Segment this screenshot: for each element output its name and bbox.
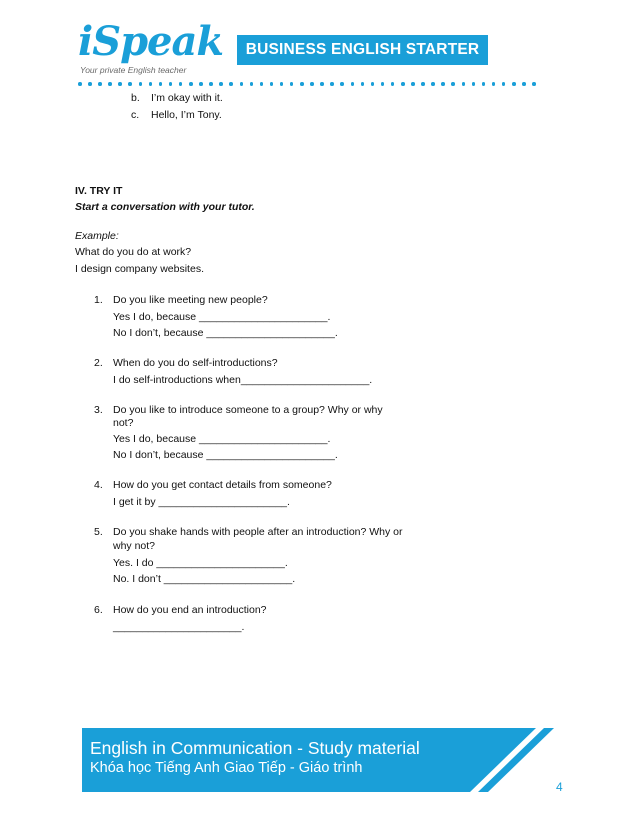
answer-line: I get it by ______________________.	[113, 496, 290, 508]
answer-line: No I don’t, because ______________________.	[113, 449, 338, 461]
course-title-badge: BUSINESS ENGLISH STARTER	[237, 35, 488, 65]
divider-dot	[189, 82, 193, 86]
divider-dot	[229, 82, 233, 86]
divider-dot	[411, 82, 415, 86]
divider-dot	[149, 82, 153, 86]
divider-dot	[199, 82, 203, 86]
option-b-letter: b.	[131, 92, 140, 104]
logo-tagline: Your private English teacher	[80, 65, 187, 75]
example-question: What do you do at work?	[75, 246, 192, 258]
ispeak-logo	[78, 18, 224, 82]
divider-dot	[209, 82, 213, 86]
divider-dot	[441, 82, 445, 86]
question-text-cont: not?	[113, 417, 134, 429]
divider-dot	[310, 82, 314, 86]
section-title: IV. TRY IT	[75, 185, 123, 197]
page-number: 4	[556, 780, 563, 794]
divider-dot	[401, 82, 405, 86]
divider-dot	[300, 82, 304, 86]
dotted-divider	[78, 82, 548, 90]
divider-dot	[340, 82, 344, 86]
divider-dot	[512, 82, 516, 86]
option-c-letter: c.	[131, 109, 140, 121]
divider-dot	[290, 82, 294, 86]
answer-line: Yes I do, because ______________________.	[113, 311, 331, 323]
divider-dot	[250, 82, 254, 86]
divider-dot	[351, 82, 355, 86]
divider-dot	[108, 82, 112, 86]
divider-dot	[381, 82, 385, 86]
example-label: Example:	[75, 230, 119, 242]
divider-dot	[532, 82, 536, 86]
divider-dot	[169, 82, 173, 86]
divider-dot	[98, 82, 102, 86]
question-number: 4.	[94, 479, 103, 491]
divider-dot	[240, 82, 244, 86]
footer-title: English in Communication - Study material	[90, 738, 420, 758]
answer-line: ______________________.	[113, 621, 245, 633]
divider-dot	[179, 82, 183, 86]
divider-dot	[361, 82, 365, 86]
divider-dot	[451, 82, 455, 86]
question-text-cont: why not?	[113, 540, 156, 552]
question-text: How do you get contact details from someone?	[113, 479, 332, 491]
answer-line: Yes I do, because ______________________.	[113, 433, 331, 445]
question-text: When do you do self-introductions?	[113, 357, 278, 369]
question-number: 5.	[94, 526, 103, 538]
divider-dot	[219, 82, 223, 86]
question-number: 3.	[94, 404, 103, 416]
answer-line: No. I don’t ______________________.	[113, 573, 296, 585]
answer-line: Yes. I do ______________________.	[113, 557, 288, 569]
divider-dot	[128, 82, 132, 86]
question-number: 6.	[94, 604, 103, 616]
divider-dot	[371, 82, 375, 86]
divider-dot	[472, 82, 476, 86]
question-text: Do you like to introduce someone to a group? Why or why	[113, 404, 383, 416]
divider-dot	[270, 82, 274, 86]
section-instruction: Start a conversation with your tutor.	[75, 201, 255, 213]
divider-dot	[421, 82, 425, 86]
divider-dot	[118, 82, 122, 86]
footer-banner	[82, 728, 560, 792]
footer-subtitle: Khóa học Tiếng Anh Giao Tiếp - Giáo trình	[90, 760, 363, 776]
divider-dot	[482, 82, 486, 86]
divider-dot	[522, 82, 526, 86]
divider-dot	[78, 82, 82, 86]
divider-dot	[260, 82, 264, 86]
question-text: Do you like meeting new people?	[113, 294, 268, 306]
question-number: 1.	[94, 294, 103, 306]
divider-dot	[139, 82, 143, 86]
question-text: Do you shake hands with people after an introduction? Why or	[113, 526, 403, 538]
answer-line: No I don’t, because ______________________.	[113, 327, 338, 339]
option-c-text: Hello, I’m Tony.	[151, 109, 222, 121]
answer-line: I do self-introductions when______________________.	[113, 374, 373, 386]
divider-dot	[320, 82, 324, 86]
divider-dot	[502, 82, 506, 86]
divider-dot	[159, 82, 163, 86]
logo-wordmark: iSpeak	[78, 18, 224, 65]
divider-dot	[88, 82, 92, 86]
question-number: 2.	[94, 357, 103, 369]
divider-dot	[431, 82, 435, 86]
divider-dot	[330, 82, 334, 86]
divider-dot	[280, 82, 284, 86]
divider-dot	[462, 82, 466, 86]
divider-dot	[492, 82, 496, 86]
option-b-text: I’m okay with it.	[151, 92, 223, 104]
divider-dot	[391, 82, 395, 86]
question-text: How do you end an introduction?	[113, 604, 267, 616]
example-answer: I design company websites.	[75, 263, 204, 275]
